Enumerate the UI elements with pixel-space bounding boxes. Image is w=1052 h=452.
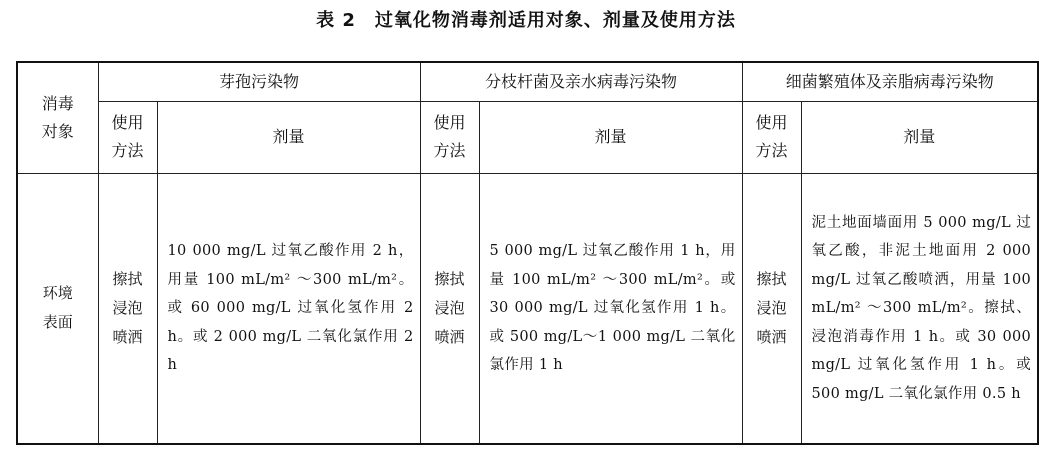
dose-cell: 10 000 mg/L 过氧乙酸作用 2 h，用量 100 mL/m² ～300 mL/m²。或 60 000 mg/L 过氧化氢作用 2 h。或 2 000 mg/L 二氧化氯作用 2 h (157, 173, 420, 444)
table-row (17, 173, 1038, 444)
table-caption: 表 2 过氧化物消毒剂适用对象、剂量及使用方法 (316, 10, 736, 31)
dose-header: 剂量 (157, 101, 420, 173)
method-cell: 擦拭浸泡喷洒 (98, 173, 157, 444)
object-header: 消毒对象 (17, 62, 98, 173)
dose-header: 剂量 (479, 101, 742, 173)
group-header-spores: 芽孢污染物 (98, 62, 420, 101)
group-header-bacteria: 细菌繁殖体及亲脂病毒污染物 (742, 62, 1038, 101)
method-header: 使用方法 (98, 101, 157, 173)
method-cell: 擦拭浸泡喷洒 (420, 173, 479, 444)
method-header: 使用方法 (742, 101, 801, 173)
group-header-mycobacteria: 分枝杆菌及亲水病毒污染物 (420, 62, 742, 101)
disinfectant-table (16, 61, 1039, 445)
method-cell: 擦拭浸泡喷洒 (742, 173, 801, 444)
dose-cell: 5 000 mg/L 过氧乙酸作用 1 h，用量 100 mL/m² ～300 mL/m²。或 30 000 mg/L 过氧化氢作用 1 h。或 500 mg/L～1 000 mg/L 二氧化氯作用 1 h (479, 173, 742, 444)
method-header: 使用方法 (420, 101, 479, 173)
dose-cell: 泥土地面墙面用 5 000 mg/L 过氧乙酸，非泥土地面用 2 000 mg/L 过氧乙酸喷洒，用量 100 mL/m² ～300 mL/m²。擦拭、浸泡消毒作用 1 h。或 30 000 mg/L 过氧化氢作用 1 h。或 500 mg/L 二氧化氯作用 0.5 h (801, 173, 1038, 444)
dose-header: 剂量 (801, 101, 1038, 173)
object-cell: 环境表面 (17, 173, 98, 444)
